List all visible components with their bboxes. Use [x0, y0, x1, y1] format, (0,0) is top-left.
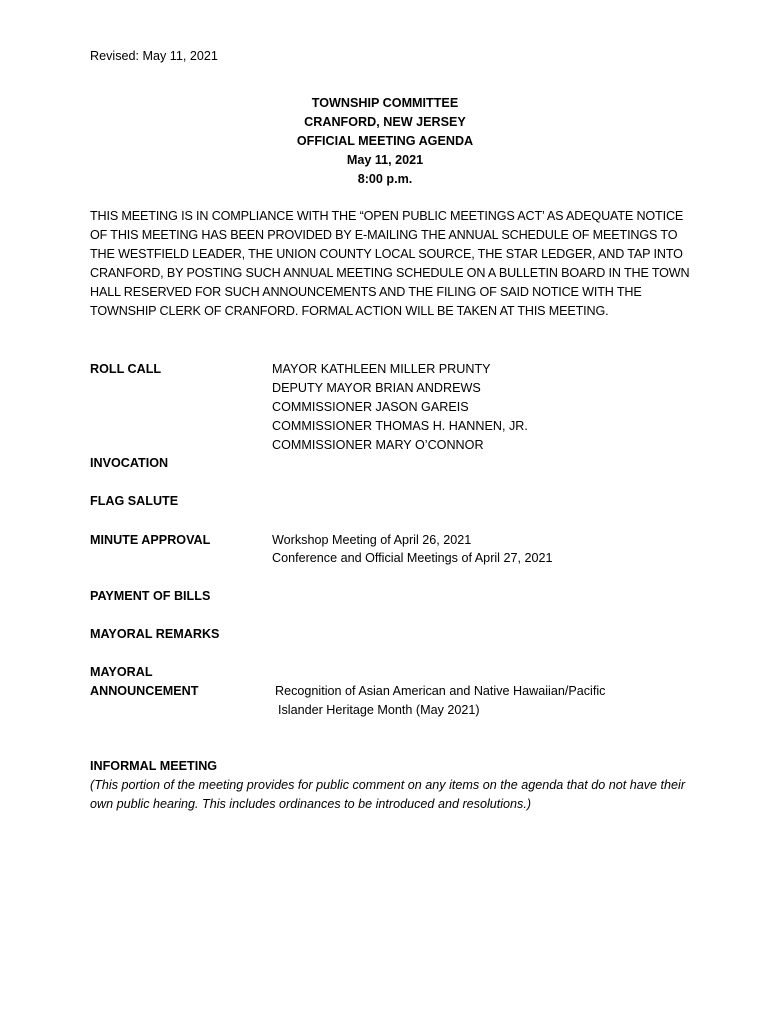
mayoral-announcement-label-line1: MAYORAL	[90, 665, 153, 679]
roll-call-member: DEPUTY MAYOR BRIAN ANDREWS	[272, 381, 481, 395]
mayoral-announcement-label-line2: ANNOUNCEMENT	[90, 684, 199, 698]
roll-call-member: COMMISSIONER THOMAS H. HANNEN, JR.	[272, 419, 528, 433]
minute-approval-item: Conference and Official Meetings of April 27, 2021	[272, 551, 553, 565]
mayoral-remarks-label: MAYORAL REMARKS	[90, 627, 220, 641]
header-body-name: TOWNSHIP COMMITTEE	[311, 96, 459, 110]
informal-meeting-label: INFORMAL MEETING	[90, 759, 218, 773]
mayoral-announcement-text: Islander Heritage Month (May 2021)	[278, 703, 480, 717]
agenda-header	[220, 94, 550, 189]
revised-date: Revised: May 11, 2021	[90, 49, 218, 63]
header-municipality: CRANFORD, NEW JERSEY	[304, 115, 466, 129]
informal-meeting-note: (This portion of the meeting provides for public comment on any items on the agenda that do not have their own public hearing. This includes ordinances to be introduced and resolutions.)	[90, 778, 686, 811]
invocation-label: INVOCATION	[90, 456, 169, 470]
roll-call-member: COMMISSIONER MARY O’CONNOR	[272, 438, 484, 452]
mayoral-announcement-text: Recognition of Asian American and Native Hawaiian/Pacific	[275, 684, 606, 698]
flag-salute-label: FLAG SALUTE	[90, 494, 179, 508]
minute-approval-item: Workshop Meeting of April 26, 2021	[272, 533, 472, 547]
header-meeting-time: 8:00 p.m.	[357, 172, 413, 186]
header-meeting-date: May 11, 2021	[346, 153, 424, 167]
payment-of-bills-label: PAYMENT OF BILLS	[90, 589, 211, 603]
header-agenda-title: OFFICIAL MEETING AGENDA	[296, 134, 474, 148]
minute-approval-label: MINUTE APPROVAL	[90, 533, 211, 547]
roll-call-label: ROLL CALL	[90, 362, 162, 376]
compliance-statement: THIS MEETING IS IN COMPLIANCE WITH THE “OPEN PUBLIC MEETINGS ACT’ AS ADEQUATE NOTICE OF THIS MEETING HAS BEEN PROVIDED BY E-MAILING THE ANNUAL SCHEDULE OF MEETINGS TO THE WESTFIELD LEADER, THE UNION COUNTY LOCAL SOURCE, THE STAR LEDGER, AND TAP INTO CRANFORD, BY POSTING SUCH ANNUAL MEETING SCHEDULE ON A BULLETIN BOARD IN THE TOWN HALL RESERVED FOR SUCH ANNOUNCEMENTS AND THE FILING OF SAID NOTICE WITH THE TOWNSHIP CLERK OF CRANFORD. FORMAL ACTION WILL BE TAKEN AT THIS MEETING.	[90, 209, 690, 318]
roll-call-member: COMMISSIONER JASON GAREIS	[272, 400, 469, 414]
roll-call-member: MAYOR KATHLEEN MILLER PRUNTY	[272, 362, 491, 376]
